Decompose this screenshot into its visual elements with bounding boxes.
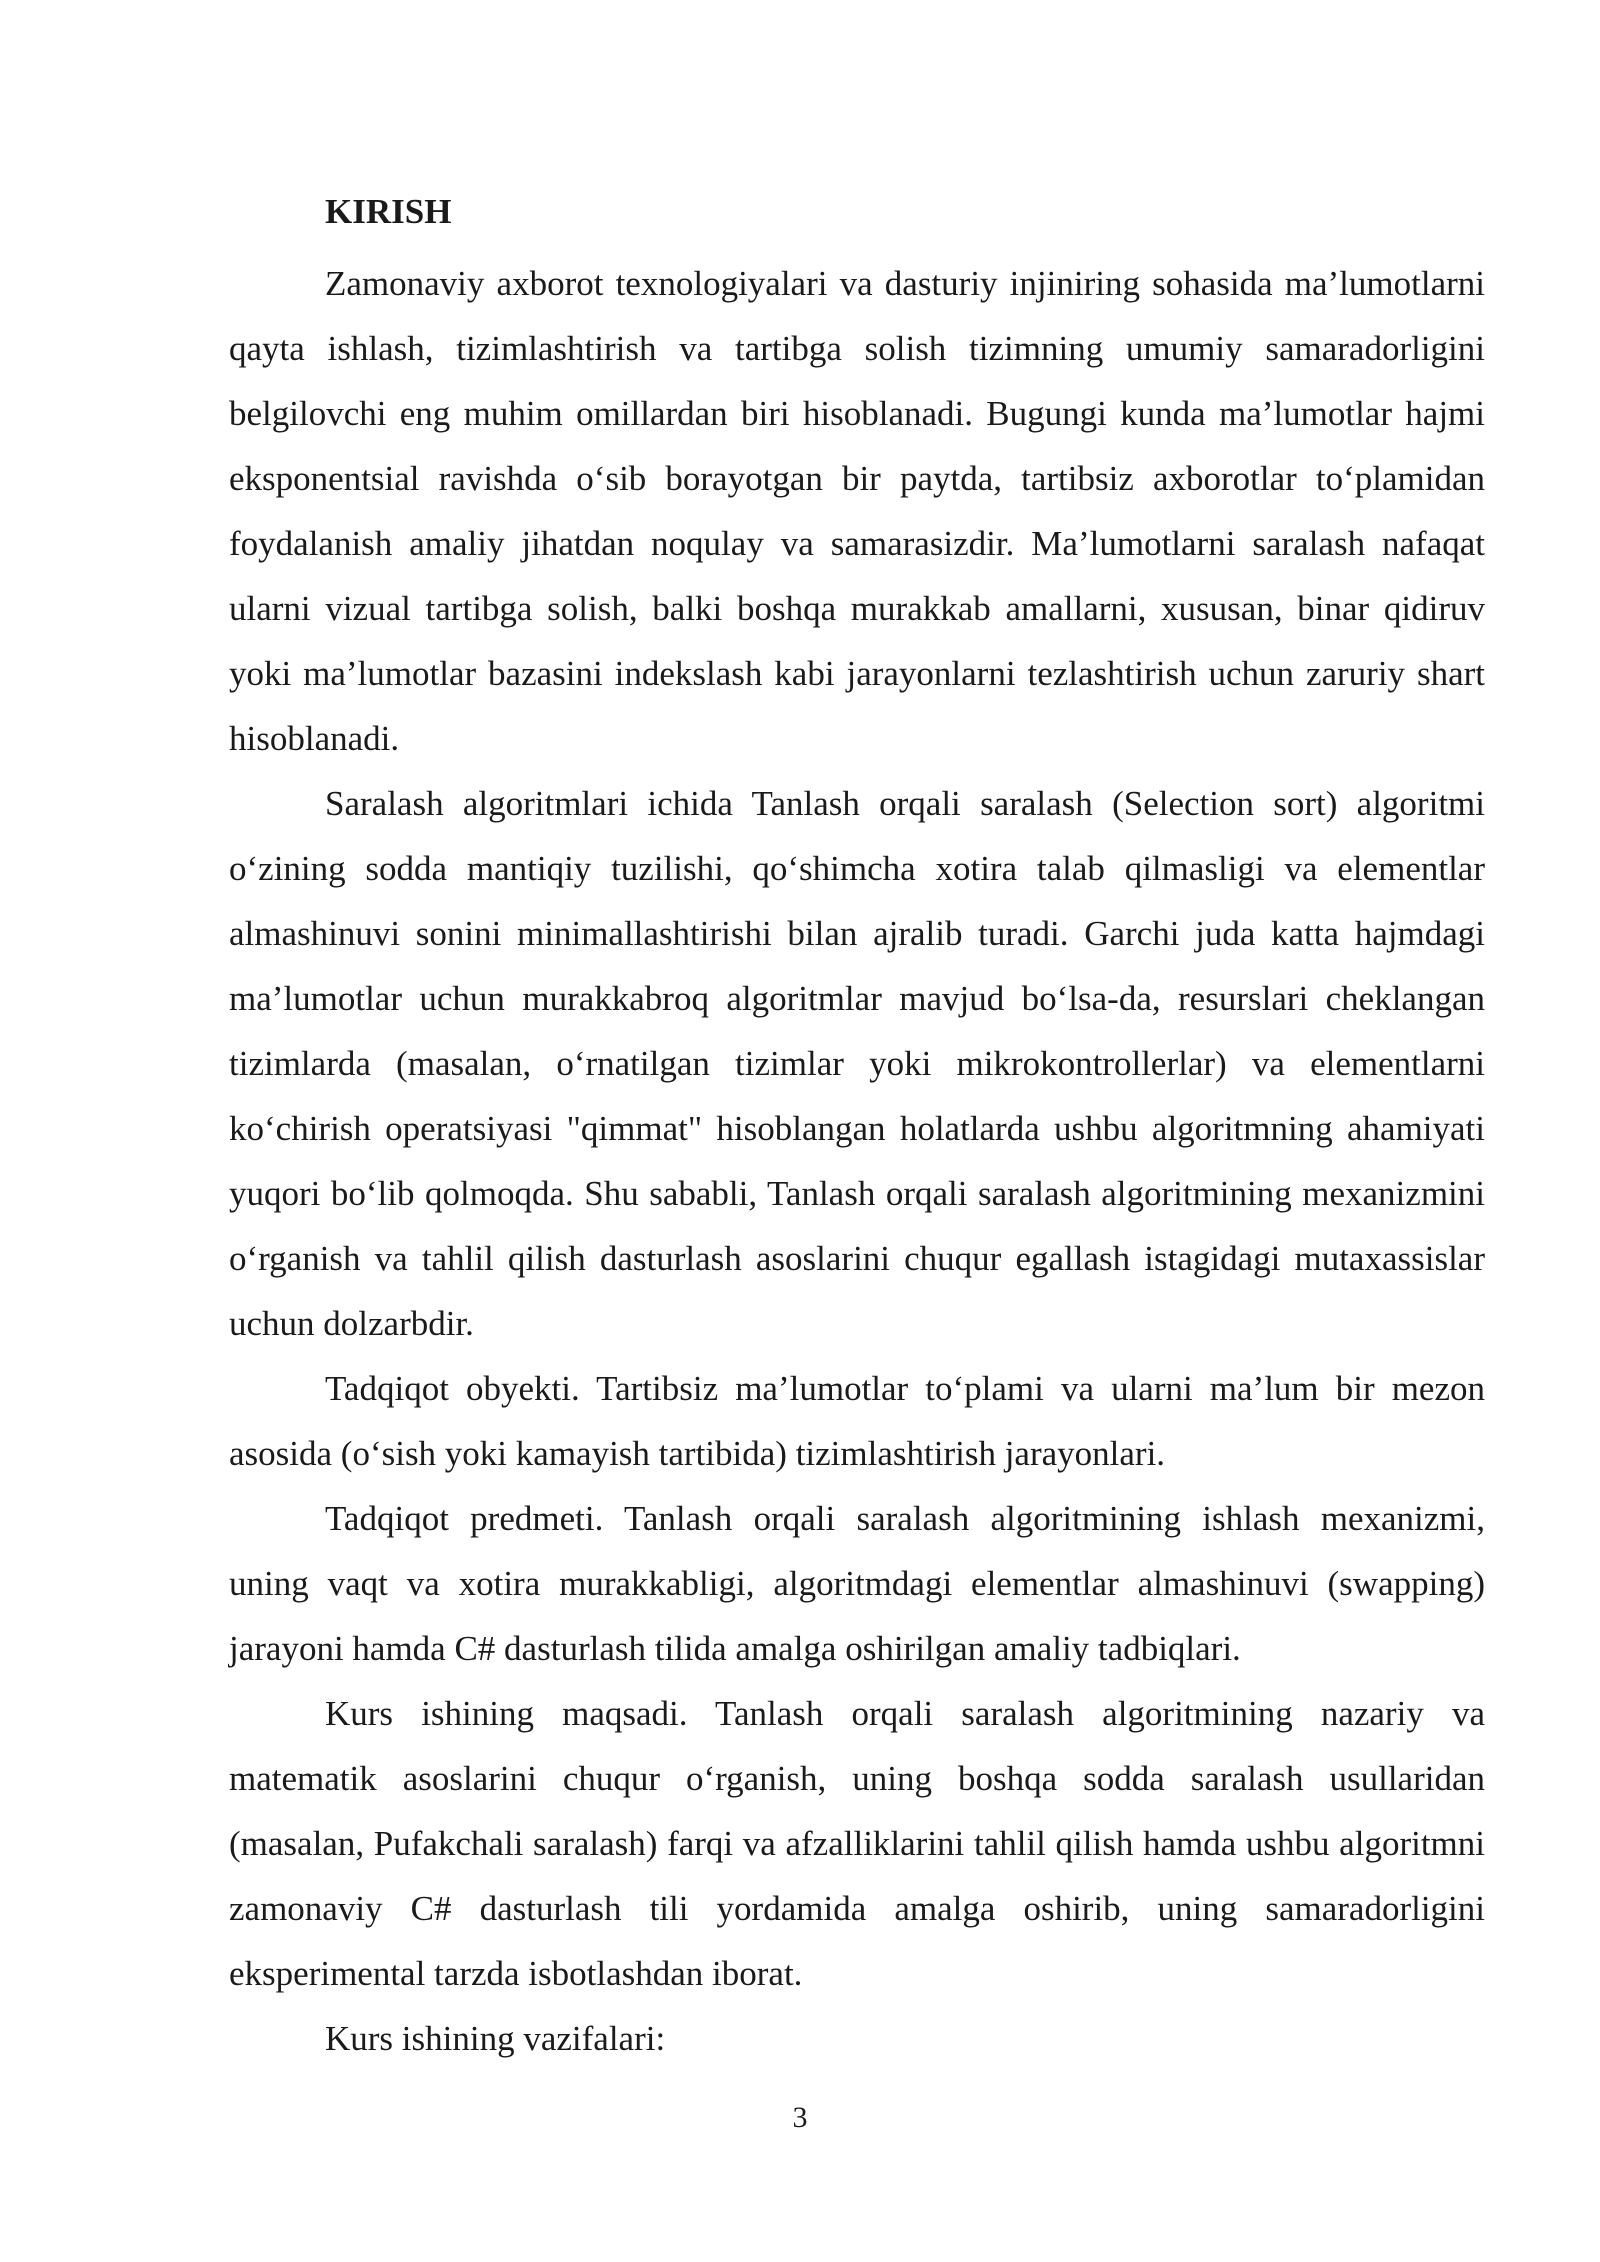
page-number: 3: [792, 2101, 808, 2134]
page-content: [229, 186, 1485, 2071]
paragraph-introduction: Zamonaviy axborot texnologiyalari va dasturiy injiniring sohasida ma’lumotlarni qayta ishlash, tizimlashtirish va tartibga solish tizimning umumiy samaradorligini belgilovchi eng muhim omillardan biri hisoblanadi. Bugungi kunda ma’lumotlar hajmi eksponentsial ravishda o‘sib borayotgan bir paytda, tartibsiz axborotlar to‘plamidan foydalanish amaliy jihatdan noqulay va samarasizdir. Ma’lumotlarni saralash nafaqat ularni vizual tartibga solish, balki boshqa murakkab amallarni, xususan, binar qidiruv yoki ma’lumotlar bazasini indekslash kabi jarayonlarni tezlashtirish uchun zaruriy shart hisoblanadi.: [229, 264, 1485, 758]
paragraph-selection-sort: Saralash algoritmlari ichida Tanlash orqali saralash (Selection sort) algoritmi o‘zining sodda mantiqiy tuzilishi, qo‘shimcha xotira talab qilmasligi va elementlar almashinuvi sonini minimallashtirishi bilan ajralib turadi. Garchi juda katta hajmdagi ma’lumotlar uchun murakkabroq algoritmlar mavjud bo‘lsa-da, resurslari cheklangan tizimlarda (masalan, o‘rnatilgan tizimlar yoki mikrokontrollerlar) va elementlarni ko‘chirish operatsiyasi "qimmat" hisoblangan holatlarda ushbu algoritmning ahamiyati yuqori bo‘lib qolmoqda. Shu sababli, Tanlash orqali saralash algoritmining mexanizmini o‘rganish va tahlil qilish dasturlash asoslarini chuqur egallash istagidagi mutaxassislar uchun dolzarbdir.: [229, 784, 1485, 1343]
paragraph-course-tasks: Kurs ishining vazifalari:: [325, 2019, 666, 2058]
section-heading: KIRISH: [325, 192, 452, 231]
paragraph-course-goal: Kurs ishining maqsadi. Tanlash orqali saralash algoritmining nazariy va matematik asoslarini chuqur o‘rganish, uning boshqa sodda saralash usullaridan (masalan, Pufakchali saralash) farqi va afzalliklarini tahlil qilish hamda ushbu algoritmni zamonaviy C# dasturlash tili yordamida amalga oshirib, uning samaradorligini eksperimental tarzda isbotlashdan iborat.: [229, 1694, 1485, 1993]
paragraph-research-subject: Tadqiqot predmeti. Tanlash orqali saralash algoritmining ishlash mexanizmi, uning vaqt va xotira murakkabligi, algoritmdagi elementlar almashinuvi (swapping) jarayoni hamda C# dasturlash tilida amalga oshirilgan amaliy tadbiqlari.: [229, 1499, 1485, 1668]
paragraph-research-object: Tadqiqot obyekti. Tartibsiz ma’lumotlar to‘plami va ularni ma’lum bir mezon asosida (o‘sish yoki kamayish tartibida) tizimlashtirish jarayonlari.: [229, 1369, 1485, 1473]
